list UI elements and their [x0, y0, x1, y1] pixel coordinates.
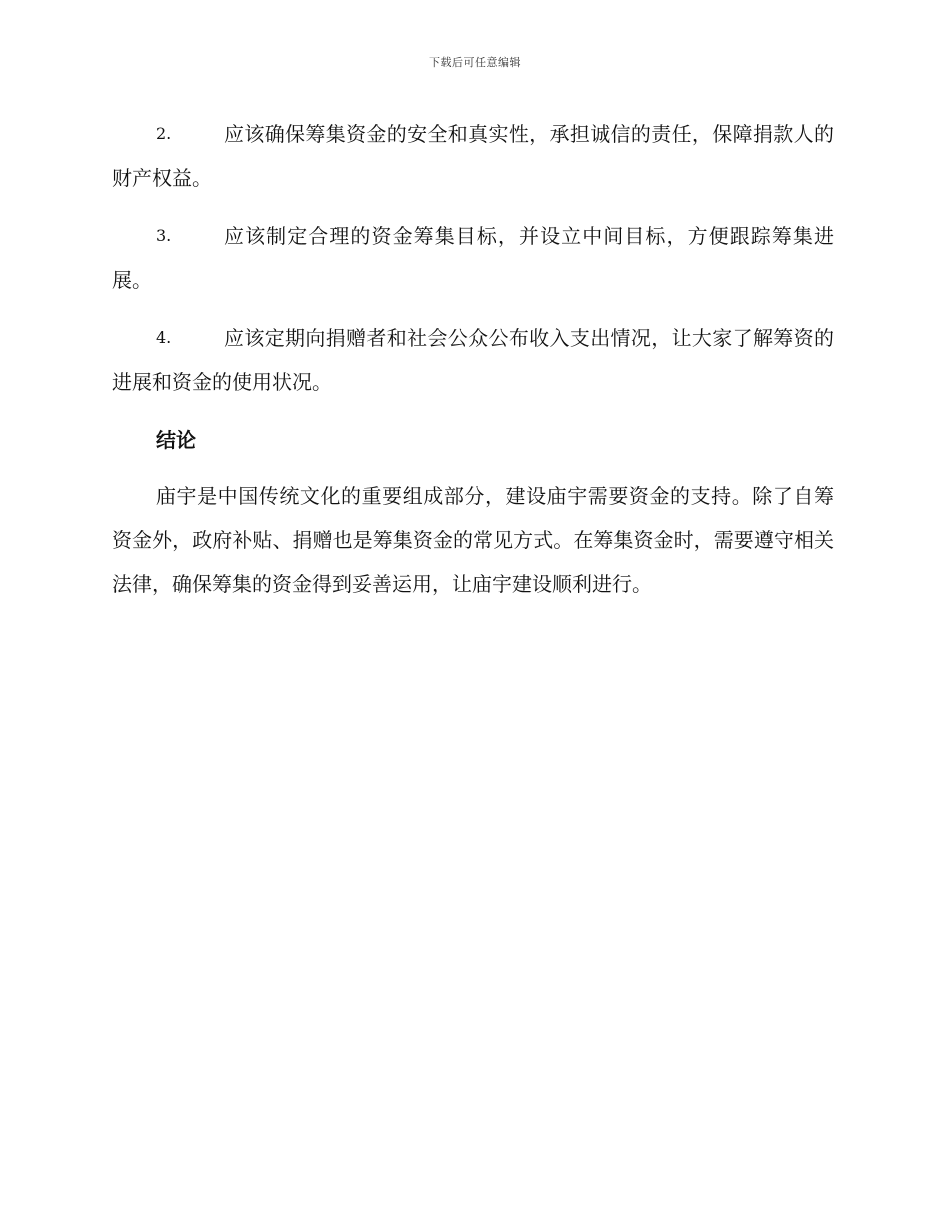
- list-item-text: 应该定期向捐赠者和社会公众公布收入支出情况，让大家了解筹资的进展和资金的使用状况。: [112, 326, 834, 394]
- list-item-number: 3.: [156, 226, 172, 245]
- list-item-text: 应该制定合理的资金筹集目标，并设立中间目标，方便跟踪筹集进展。: [112, 224, 834, 292]
- list-item-text: 应该确保筹集资金的安全和真实性，承担诚信的责任，保障捐款人的财产权益。: [112, 122, 834, 190]
- list-item: [112, 214, 834, 302]
- conclusion-paragraph: 庙宇是中国传统文化的重要组成部分，建设庙宇需要资金的支持。除了自筹资金外，政府补贴、捐赠也是筹集资金的常见方式。在筹集资金时，需要遵守相关法律，确保筹集的资金得到妥善运用，让庙宇建设顺利进行。: [112, 484, 834, 596]
- list-item: [112, 316, 834, 404]
- document-body: [112, 112, 834, 606]
- page-header: 下载后可任意编辑: [429, 56, 521, 69]
- list-item-number: 2.: [156, 124, 172, 143]
- list-item-number: 4.: [156, 328, 172, 347]
- list-item: [112, 112, 834, 200]
- section-heading: 结论: [156, 428, 196, 452]
